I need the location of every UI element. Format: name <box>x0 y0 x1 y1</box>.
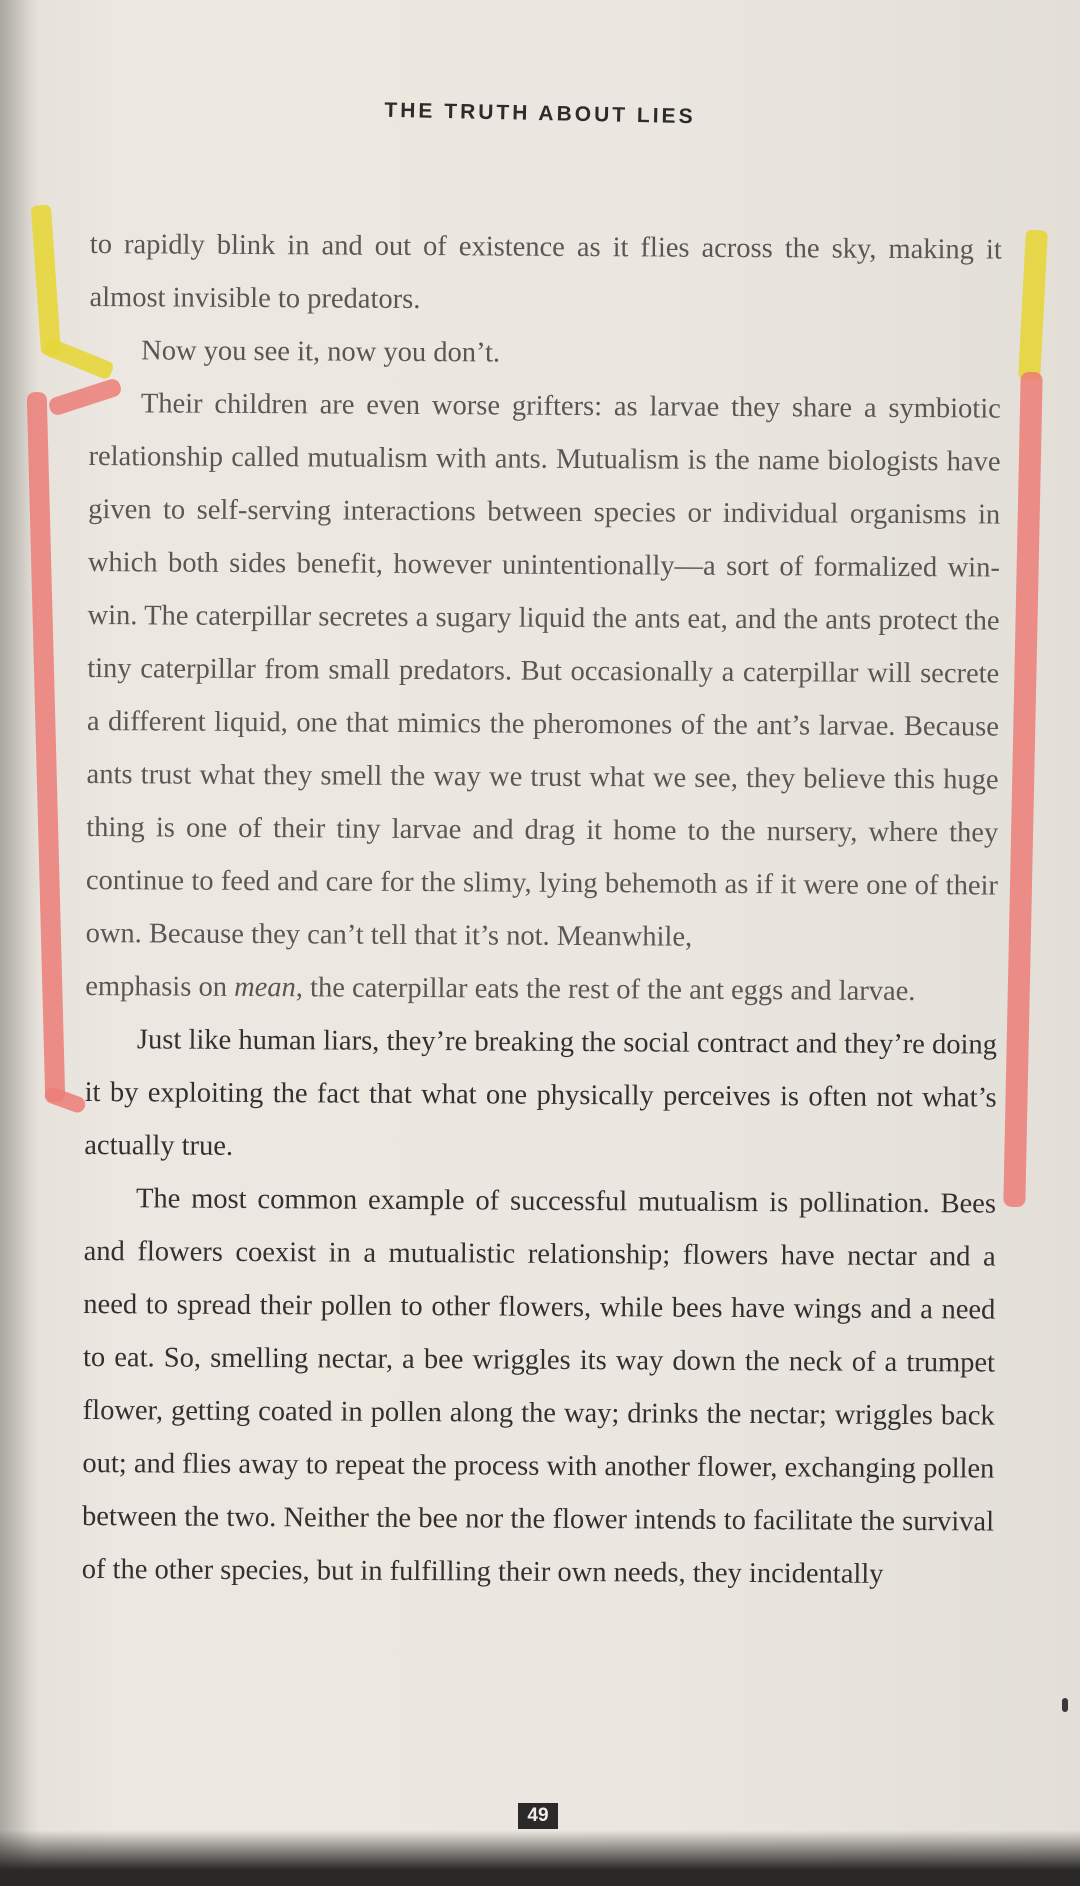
running-head: THE TRUTH ABOUT LIES <box>384 98 696 129</box>
paragraph-now-you-see-it: Now you see it, now you don’t. <box>141 335 501 369</box>
bottom-shadow <box>0 1830 1080 1886</box>
page-speck <box>1062 1698 1068 1712</box>
emphasis-line <box>85 960 997 1019</box>
red-highlight-right-bracket <box>1003 372 1042 1207</box>
gutter-shadow <box>0 0 40 1886</box>
page-number: 49 <box>518 1803 558 1829</box>
emphasis-line-after: , the caterpillar eats the rest of the ant eggs and larvae. <box>295 972 916 1008</box>
emphasis-word: mean <box>234 971 296 1004</box>
body-text <box>82 218 1002 1602</box>
yellow-highlight-right-bracket <box>1018 230 1048 381</box>
emphasis-line-before: emphasis on <box>85 970 235 1003</box>
paragraph-caterpillar: Their children are even worse grifters: as larvae they share a symbiotic relationship called mutualism with ants. Mutualism is the name biologists have given to self-serving interactions between species or individual organisms in which both sides benefit, however unintentionally—a sort of formalized win-win. The caterpillar secretes a sugary liquid the ants eat, and the ants protect the tiny caterpillar from small predators. But occasionally a caterpillar will secrete a different liquid, one that mimics the pheromones of the ant’s larvae. Because ants trust what they smell the way we trust what we see, they believe this huge thing is one of their tiny larvae and drag it home to the nursery, where they continue to feed and care for the slimy, lying behemoth as if it were one of their own. Because they can’t tell that it’s not. Meanwhile, <box>85 388 1001 953</box>
paragraph-continued: to rapidly blink in and out of existence as it flies across the sky, making it almost invisible to predators. <box>89 228 1002 316</box>
paragraph-pollination: The most common example of successful mutualism is pollination. Bees and flowers coexist in a mutualistic relationship; flowers have nectar and a need to spread their pollen to other flowers, while bees have wings and a need to eat. So, smelling nectar, a bee wriggles its way down the neck of a trumpet flower, getting coated in pollen along the way; drinks the nectar; wriggles back out; and flies away to repeat the process with another flower, exchanging pollen between the two. Neither the bee nor the flower intends to facilitate the survival of the other species, but in fulfilling their own needs, they incidentally <box>81 1183 997 1590</box>
paragraph-human-liars: Just like human liars, they’re breaking the social contract and they’re doing it by exploiting the fact that what one physically perceives is often not what’s actually true. <box>84 1024 998 1162</box>
